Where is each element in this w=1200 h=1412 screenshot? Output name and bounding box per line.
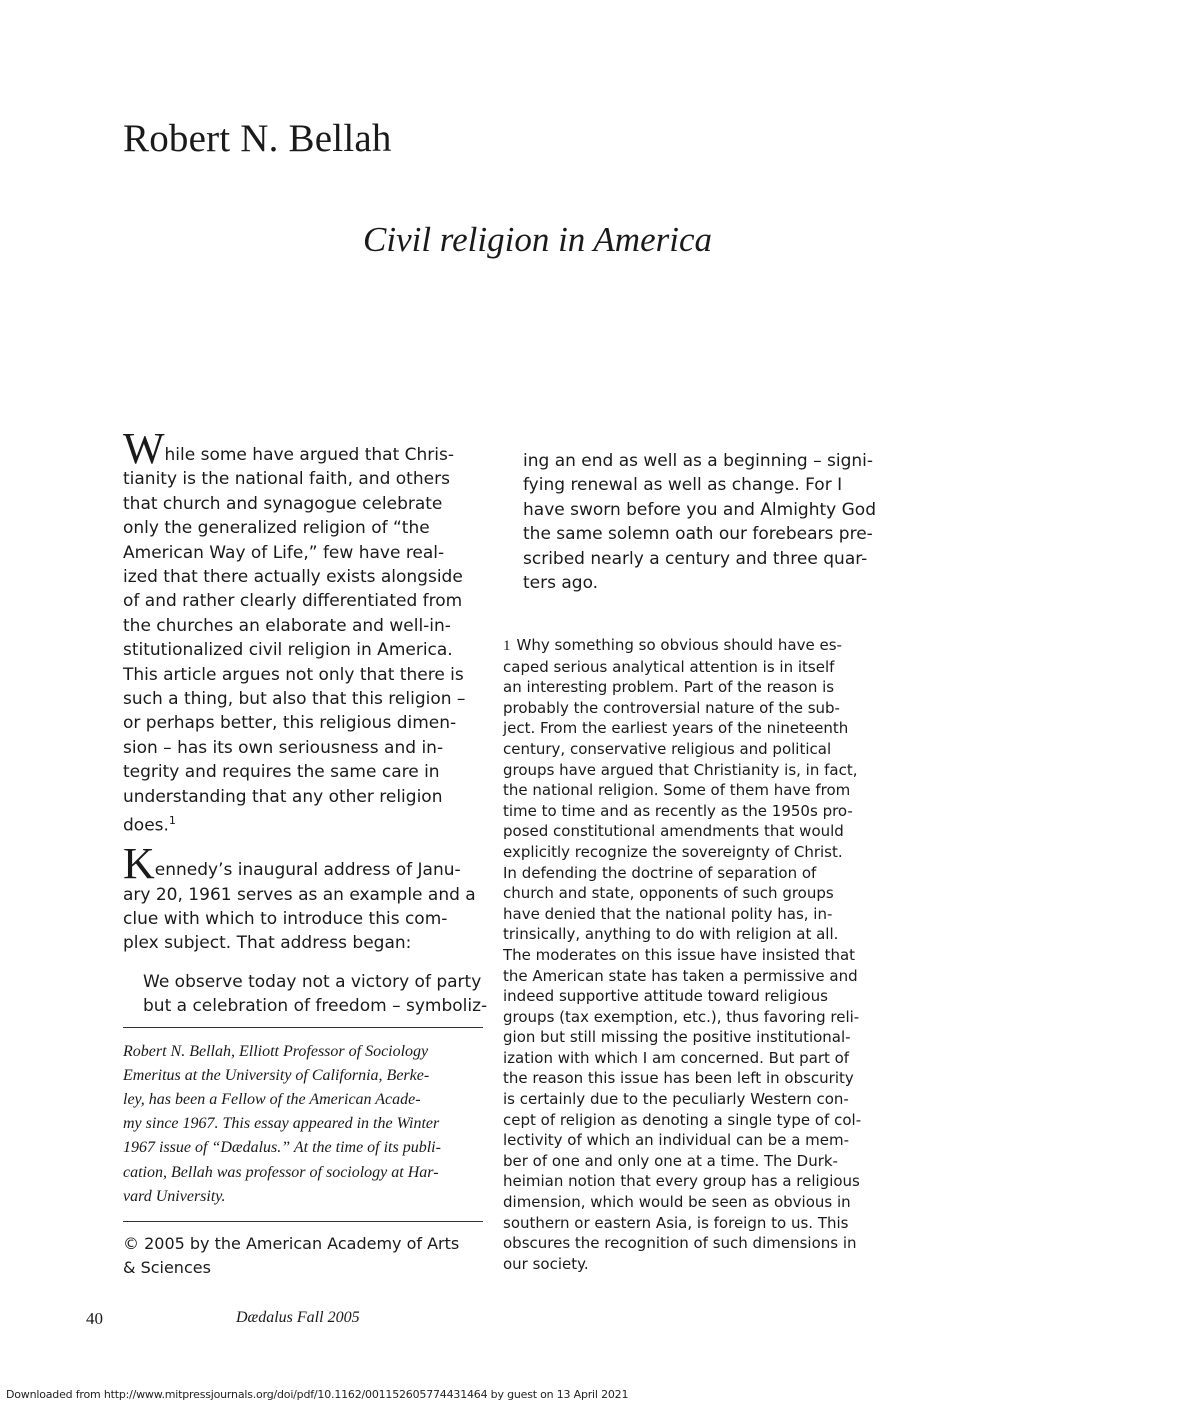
footnote-line: indeed supportive attitude toward religious: [503, 987, 828, 1006]
copyright-notice: [123, 1232, 483, 1280]
footnote-line: the national religion. Some of them have from: [503, 781, 851, 800]
footnote-number: 1: [503, 638, 511, 654]
bio-line: ley, has been a Fellow of the American Acade-: [123, 1091, 421, 1108]
footnote-line: ization with which I am concerned. But part of: [503, 1048, 850, 1067]
drop-cap: K: [123, 839, 155, 889]
page-number: 40: [86, 1309, 103, 1328]
footnote-line: southern or eastern Asia, is foreign to us. This: [503, 1213, 849, 1232]
footnote-line: ject. From the earliest years of the nineteenth: [503, 719, 849, 738]
bio-line: vard University.: [123, 1187, 226, 1205]
footnote-line: century, conservative religious and political: [503, 739, 832, 758]
footnote-line: obscures the recognition of such dimensions in: [503, 1234, 857, 1253]
quote-line: but a celebration of freedom – symboliz-: [143, 996, 488, 1017]
text-line: of and rather clearly differentiated from: [123, 591, 463, 612]
footnote-line: have denied that the national polity has, in-: [503, 904, 833, 923]
footnote-line: In defending the doctrine of separation of: [503, 863, 817, 882]
copyright-line: © 2005 by the American Academy of Arts: [123, 1234, 460, 1254]
text-line: that church and synagogue celebrate: [123, 493, 443, 514]
author-bio: [123, 1040, 483, 1209]
text-line: American Way of Life,” few have real-: [123, 542, 445, 563]
bio-line: Emeritus at the University of California, Berke-: [123, 1066, 430, 1084]
text-line: stitutionalized civil religion in America.: [123, 640, 453, 661]
footnote-reference[interactable]: 1: [168, 814, 176, 828]
drop-cap: W: [123, 424, 165, 473]
block-quote-continued: [503, 449, 876, 595]
footnote-line: explicitly recognize the sovereignty of Christ.: [503, 842, 843, 861]
text-line: understanding that any other religion: [123, 786, 443, 807]
quote-line: We observe today not a victory of party: [143, 971, 482, 992]
footnote-line: time to time and as recently as the 1950s pro-: [503, 801, 853, 820]
text-line: tianity is the national faith, and others: [123, 469, 450, 490]
footnote-line: cept of religion as denoting a single type of col-: [503, 1110, 862, 1129]
download-watermark: Downloaded from http://www.mitpressjournals.org/doi/pdf/10.1162/001152605774431464 by guest on 13 April 2021: [6, 1388, 629, 1401]
text-line: ized that there actually exists alongside: [123, 567, 463, 588]
footnote-line: heimian notion that every group has a religious: [503, 1172, 860, 1191]
text-line: or perhaps better, this religious dimen-: [123, 713, 457, 734]
bio-line: Robert N. Bellah, Elliott Professor of Sociology: [123, 1042, 429, 1060]
footnote-line: probably the controversial nature of the sub-: [503, 698, 840, 717]
bio-line: my since 1967. This essay appeared in the Winter: [123, 1115, 440, 1133]
quote-line: ing an end as well as a beginning – signi-: [523, 451, 874, 471]
text-line: This article argues not only that there is: [123, 664, 464, 685]
text-line: Kennedy’s inaugural address of Janu-: [123, 839, 461, 889]
text-line: plex subject. That address began:: [123, 933, 412, 954]
left-column: [123, 424, 488, 1280]
block-quote-start: [123, 970, 488, 1019]
text-line: clue with which to introduce this com-: [123, 908, 448, 929]
quote-line: ters ago.: [523, 573, 599, 594]
quote-line: fying renewal as well as change. For I: [523, 475, 843, 496]
quote-line: have sworn before you and Almighty God: [523, 499, 876, 520]
bio-line: cation, Bellah was professor of sociology at Har-: [123, 1163, 439, 1181]
author-name: Robert N. Bellah: [123, 117, 392, 160]
right-column: [503, 449, 876, 595]
copyright-line: & Sciences: [123, 1258, 211, 1278]
quote-line: scribed nearly a century and three quar-: [523, 548, 868, 569]
footnote-line: an interesting problem. Part of the reason is: [503, 678, 835, 697]
footnote-line: ber of one and only one at a time. The Durk-: [503, 1151, 838, 1170]
paragraph-kennedy: [123, 839, 483, 956]
text-line: does.$^1$: [123, 814, 176, 836]
footnote-line: groups have argued that Christianity is, in fact,: [503, 760, 858, 779]
footnote-line: is certainly due to the peculiarly Western con-: [503, 1090, 849, 1109]
footnote-line: church and state, opponents of such groups: [503, 884, 834, 903]
divider: [123, 1221, 483, 1222]
footnote-line: lectivity of which an individual can be a mem-: [503, 1131, 850, 1150]
footnote-line: The moderates on this issue have insisted that: [503, 945, 856, 964]
text-line: such a thing, but also that this religion –: [123, 689, 466, 710]
text-line: sion – has its own seriousness and in-: [123, 737, 444, 758]
quote-line: the same solemn oath our forebears pre-: [523, 524, 873, 545]
text-line: ary 20, 1961 serves as an example and a: [123, 884, 476, 905]
text-line: only the generalized religion of “the: [123, 518, 430, 539]
footnote-line: trinsically, anything to do with religion at all.: [503, 925, 839, 944]
footnote-line: 1 Why something so obvious should have es-: [503, 636, 842, 654]
running-footer: Dædalus Fall 2005: [236, 1309, 360, 1326]
text-line: While some have argued that Chris-: [123, 424, 455, 473]
text-line: the churches an elaborate and well-in-: [123, 615, 451, 636]
footnote-line: the reason this issue has been left in obscurity: [503, 1069, 854, 1088]
footnote-line: groups (tax exemption, etc.), thus favoring reli-: [503, 1007, 860, 1026]
footnote-line: the American state has taken a permissive and: [503, 966, 858, 985]
footnote-line: our society.: [503, 1254, 589, 1273]
footnote-line: caped serious analytical attention is in itself: [503, 657, 835, 676]
text-line: tegrity and requires the same care in: [123, 762, 440, 783]
paragraph-intro: [123, 424, 483, 838]
footnote-line: gion but still missing the positive institutional-: [503, 1028, 851, 1047]
bio-line: 1967 issue of “Dædalus.” At the time of its publi-: [123, 1139, 441, 1157]
footnote: [503, 635, 873, 1274]
footnote-line: posed constitutional amendments that would: [503, 822, 844, 841]
footnote-line: dimension, which would be seen as obvious in: [503, 1193, 851, 1212]
article-title: Civil religion in America: [363, 220, 712, 259]
divider: [123, 1027, 483, 1028]
